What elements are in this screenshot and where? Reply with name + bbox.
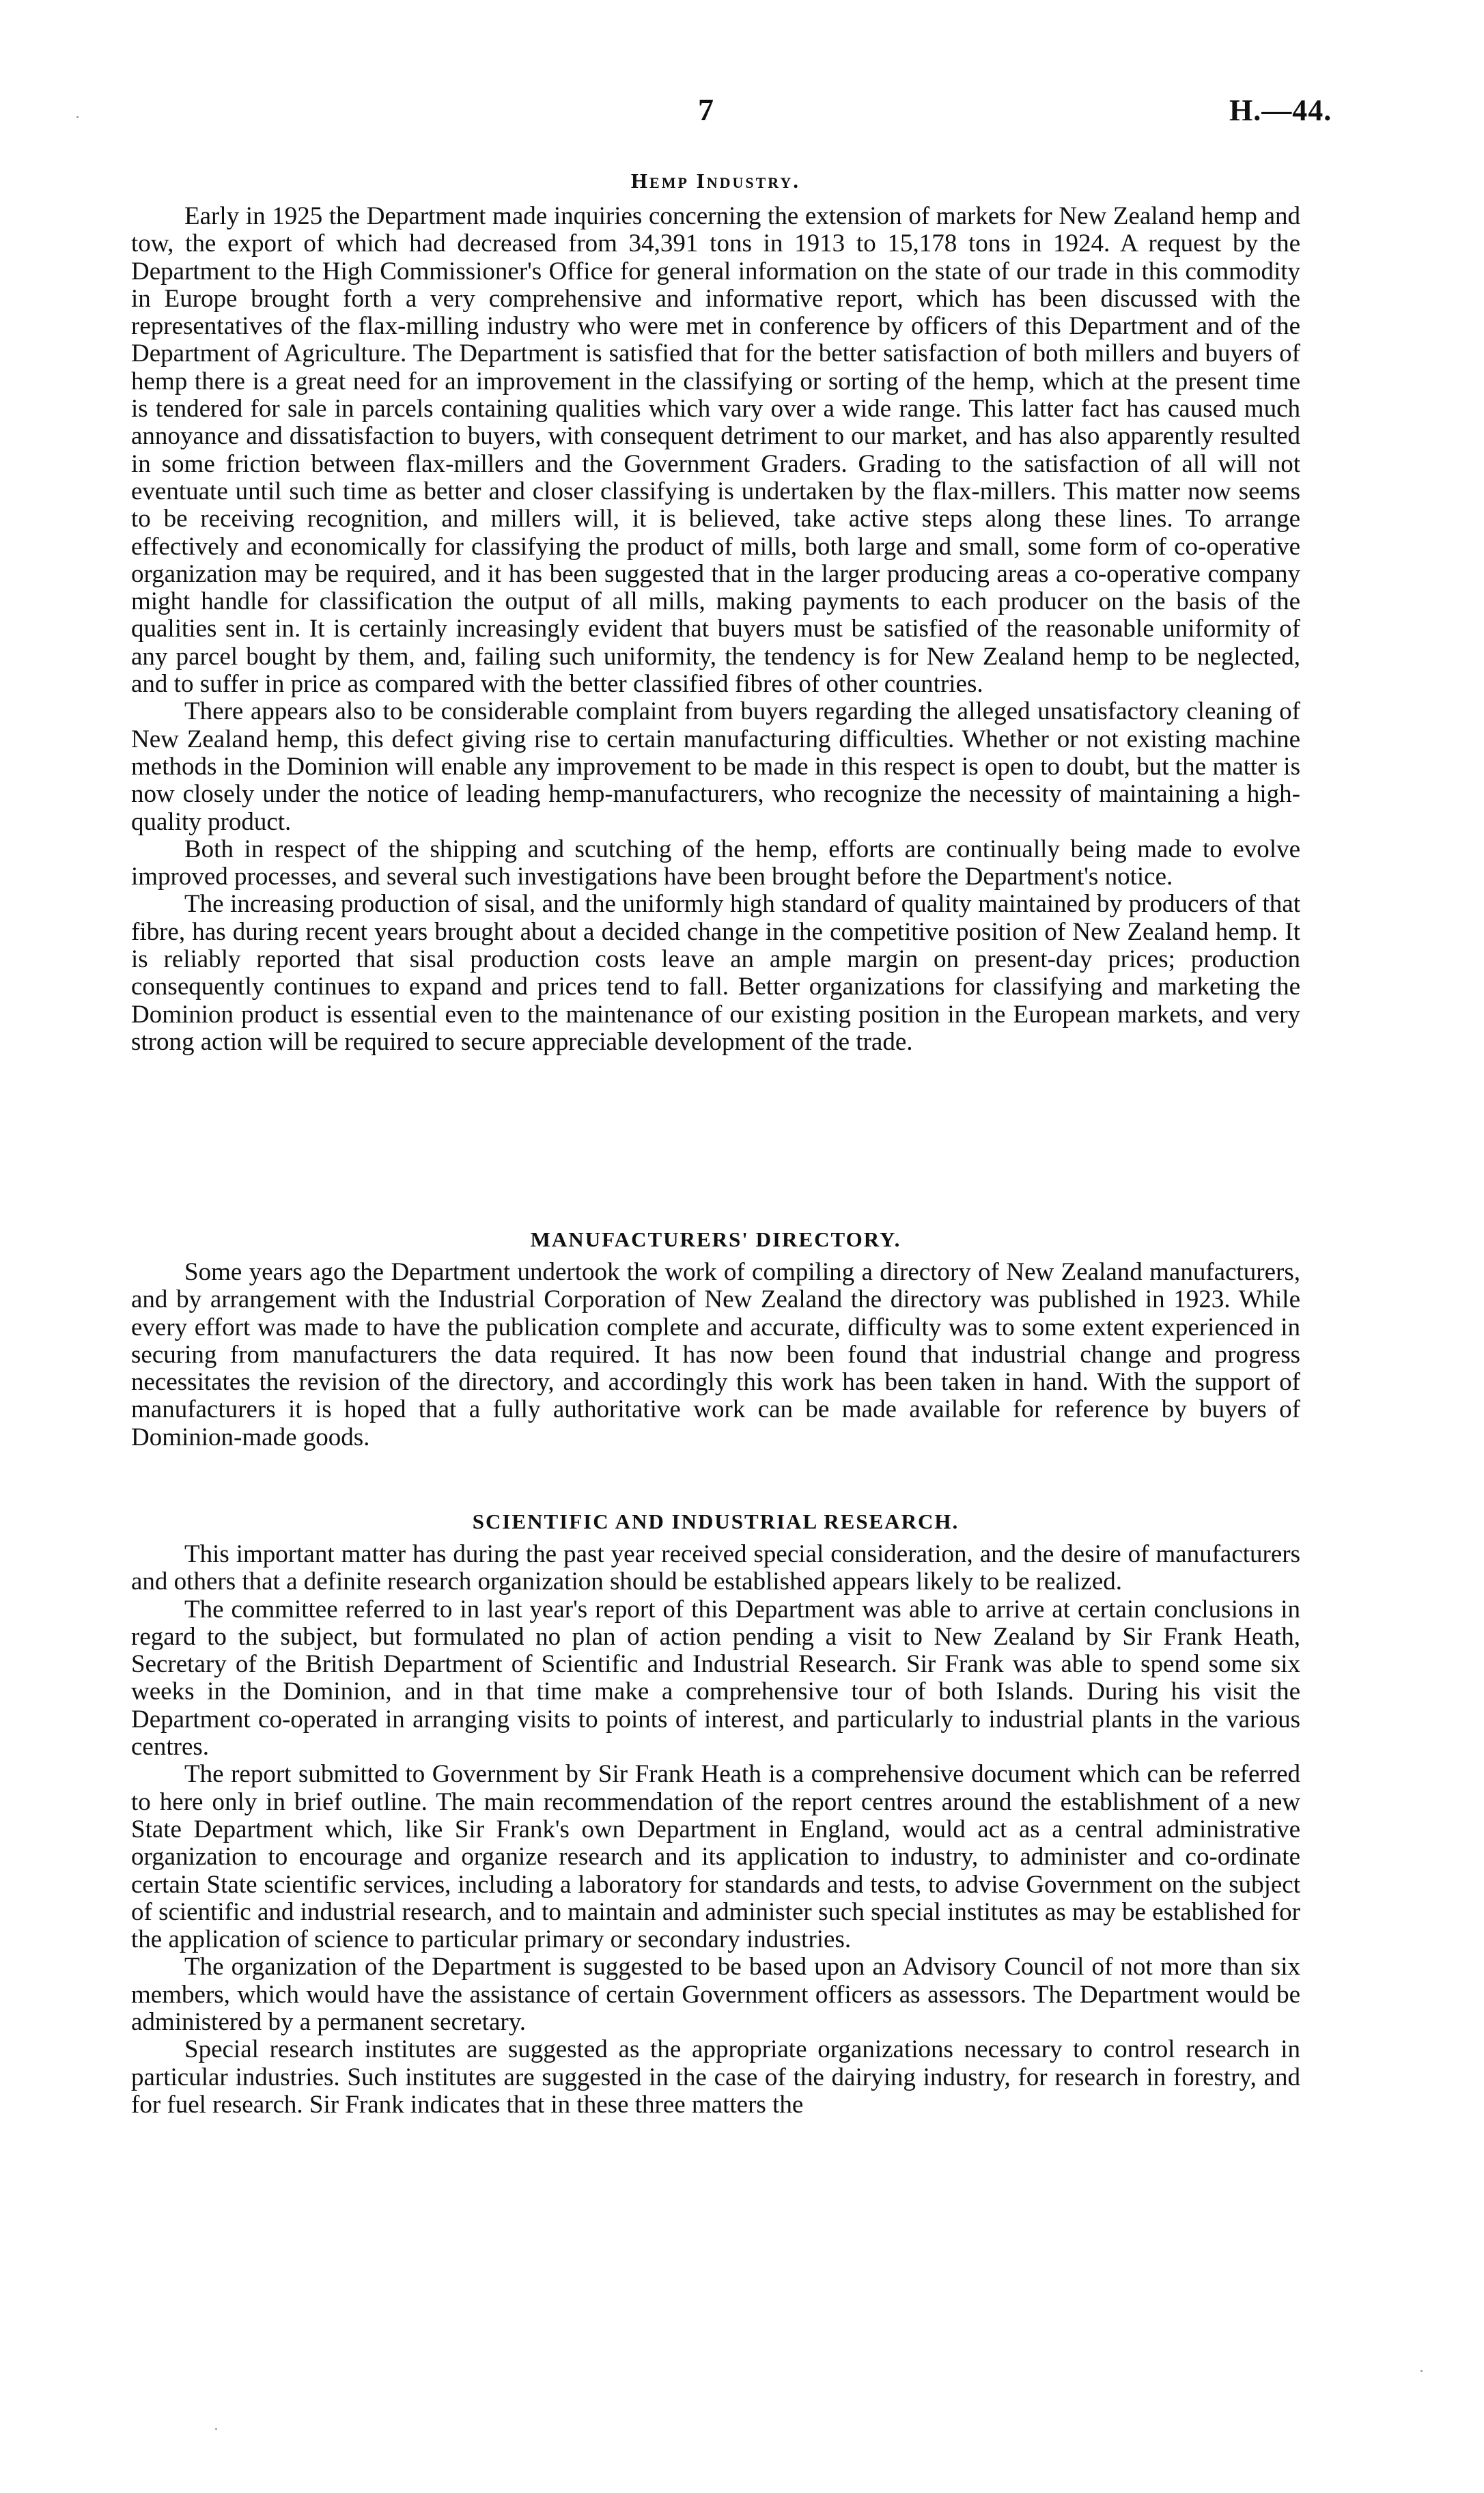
section-title: MANUFACTURERS' DIRECTORY. (530, 1227, 901, 1251)
paragraph: Special research institutes are suggested as the appropriate organizations necessary to control research in particular industries. Such institutes are suggested in the case of the dairying industry, for research in forestry, and for fuel research. Sir Frank indicates that in these three matters the (131, 2035, 1300, 2119)
scan-speck (215, 2428, 217, 2430)
paragraph: This important matter has during the past year received special consideration, and the desire of manufacturers and others that a definite research organization should be established appears likely to be realized. (131, 1540, 1300, 1596)
section-scientific-research (131, 1508, 1300, 2119)
scan-speck (76, 116, 79, 118)
paragraph: Early in 1925 the Department made inquiries concerning the extension of markets for New Zealand hemp and tow, the export of which had decreased from 34,391 tons in 1913 to 15,178 tons in 1924. A request by the Department to the High Commissioner's Office for general information on the state of our trade in this commodity in Europe brought forth a very comprehensive and informative report, which has been discussed with the representatives of the flax-milling industry who were met in conference by officers of this Department and of the Department of Agriculture. The Department is satisfied that for the better satisfaction of both millers and buyers of hemp there is a great need for an improvement in the classifying or sorting of the hemp, which at the present time is tendered for sale in parcels containing qualities which vary over a wide range. This latter fact has caused much annoyance and dissatisfaction to buyers, with consequent detriment to our market, and has also apparently resulted in some friction between flax-millers and the Government Graders. Grading to the satisfaction of all will not eventuate until such time as better and closer classifying is undertaken by the flax-millers. This matter now seems to be receiving recognition, and millers will, it is believed, take active steps along these lines. To arrange effectively and economically for classifying the product of mills, both large and small, some form of co-operative organization may be required, and it has been suggested that in the larger producing areas a co-operative company might handle for classification the output of all mills, making payments to each producer on the basis of the qualities sent in. It is certainly increasingly evident that buyers must be satisfied of the reasonable uniformity of any parcel bought by them, and, failing such uniformity, the tendency is for New Zealand hemp to be neglected, and to suffer in price as compared with the better classified fibres of other countries. (131, 202, 1300, 699)
document-reference: H.—44. (1229, 94, 1332, 127)
paragraph: The report submitted to Government by Sir Frank Heath is a comprehensive document which can be referred to here only in brief outline. The main recommendation of the report centres around the establishment of a new State Department which, like Sir Frank's own Department in England, would act as a central administrative organization to encourage and organize research and its application to industry, to administer and co-ordinate certain State scientific services, including a laboratory for standards and tests, to advise Government on the subject of scientific and industrial research, and to maintain and administer such special institutes as may be established for the application of science to particular primary or secondary industries. (131, 1760, 1300, 1954)
scan-speck (1420, 2370, 1423, 2372)
paragraph: The committee referred to in last year's report of this Department was able to arrive at certain conclusions in regard to the subject, but formulated no plan of action pending a visit to New Zealand by Sir Frank Heath, Secretary of the British Department of Scientific and Industrial Research. Sir Frank was able to spend some six weeks in the Dominion, and in that time make a comprehensive tour of both Islands. During his visit the Department co-operated in arranging visits to points of interest, and particularly to industrial plants in the various centres. (131, 1595, 1300, 1761)
paragraph: There appears also to be considerable complaint from buyers regarding the alleged unsatisfactory cleaning of New Zealand hemp, this defect giving rise to certain manufacturing difficulties. Whether or not existing machine methods in the Dominion will enable any improvement to be made in this respect is open to doubt, but the matter is now closely under the notice of leading hemp-manufacturers, who recognize the necessity of maintaining a high-quality product. (131, 697, 1300, 836)
section-hemp-industry (131, 167, 1300, 1056)
section-title: Hemp Industry. (630, 169, 801, 193)
paragraph: The increasing production of sisal, and the uniformly high standard of quality maintained by producers of that fibre, has during recent years brought about a decided change in the competitive position of New Zealand hemp. It is reliably reported that sisal production costs leave an ample margin on present-day prices; production consequently continues to expand and prices tend to fall. Better organizations for classifying and marketing the Dominion product is essential even to the maintenance of our existing position in the European markets, and very strong action will be required to secure appreciable development of the trade. (131, 890, 1300, 1056)
page-number: 7 (698, 92, 714, 127)
paragraph: The organization of the Department is suggested to be based upon an Advisory Council of not more than six members, which would have the assistance of certain Government officers as assessors. The Department would be administered by a permanent secretary. (131, 1953, 1300, 2037)
section-manufacturers-directory (131, 1226, 1300, 1451)
section-title: SCIENTIFIC AND INDUSTRIAL RESEARCH. (472, 1509, 960, 1533)
paragraph: Both in respect of the shipping and scutching of the hemp, efforts are continually being made to evolve improved processes, and several such investigations have been brought before the Department's notice. (131, 835, 1300, 891)
paragraph: Some years ago the Department undertook the work of compiling a directory of New Zealand manufacturers, and by arrangement with the Industrial Corporation of New Zealand the directory was published in 1923. While every effort was made to have the publication complete and accurate, difficulty was to some extent experienced in securing from manufacturers the data required. It has now been found that industrial change and progress necessitates the revision of the directory, and accordingly this work has been taken in hand. With the support of manufacturers it is hoped that a fully authoritative work can be made available for reference by buyers of Dominion-made goods. (131, 1258, 1300, 1451)
